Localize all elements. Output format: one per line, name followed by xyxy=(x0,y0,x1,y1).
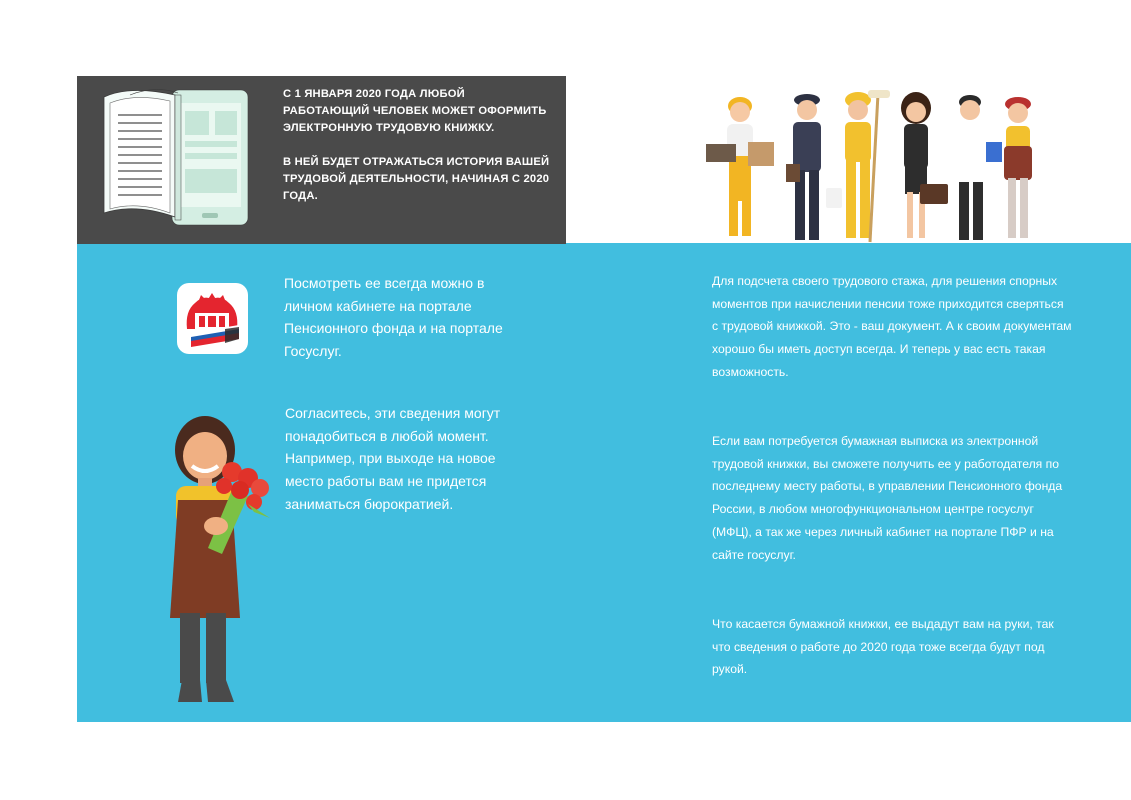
workers-group-illustration xyxy=(700,86,1045,246)
header-line-2: В НЕЙ БУДЕТ ОТРАЖАТЬСЯ ИСТОРИЯ ВАШЕЙ ТРУДОВОЙ ДЕЯТЕЛЬНОСТИ, НАЧИНАЯ С 2020 ГОДА. xyxy=(283,156,550,202)
right-paragraph-3 xyxy=(712,613,1072,681)
right-paragraph-3-text: Что касается бумажной книжки, ее выдадут вам на руки, так что сведения о работе до 2020 года тоже всегда будут под рукой. xyxy=(712,617,1054,677)
left-paragraph-1: Посмотреть ее всегда можно в личном кабинете на портале Пенсионного фонда и на портале Госуслуг. xyxy=(284,275,503,360)
pfr-logo-graphic xyxy=(177,283,248,354)
book-tablet-icon xyxy=(100,85,252,231)
header-line-1: С 1 ЯНВАРЯ 2020 ГОДА ЛЮБОЙ РАБОТАЮЩИЙ ЧЕЛОВЕК МОЖЕТ ОФОРМИТЬ ЭЛЕКТРОННУЮ ТРУДОВУЮ КНИЖКУ. xyxy=(283,88,547,134)
pfr-logo-icon xyxy=(177,283,248,354)
right-paragraph-1-text: Для подсчета своего трудового стажа, для решения спорных моментов при начислении пенсии тоже приходится сверяться с трудовой книжкой. Это - ваш документ. А к своим документам хорошо бы иметь доступ всегда. И теперь у вас есть такая возможность. xyxy=(712,274,1072,379)
left-paragraph-2: Согласитесь, эти сведения могут понадобиться в любой момент. Например, при выходе на новое место работы вам не придется заниматься бюрократией. xyxy=(285,405,501,512)
right-paragraph-2 xyxy=(712,430,1072,566)
florist-woman-illustration xyxy=(160,408,280,708)
header-text xyxy=(283,86,553,222)
right-paragraph-2-text: Если вам потребуется бумажная выписка из электронной трудовой книжки, вы сможете получить ее у работодателя по последнему месту работы, в управлении Пенсионного фонда России, в любом многофункциональном центре госуслуг (МФЦ), а так же через личный кабинет на портале ПФР и на сайте госуслуг. xyxy=(712,434,1063,562)
right-paragraph-1 xyxy=(712,270,1072,384)
